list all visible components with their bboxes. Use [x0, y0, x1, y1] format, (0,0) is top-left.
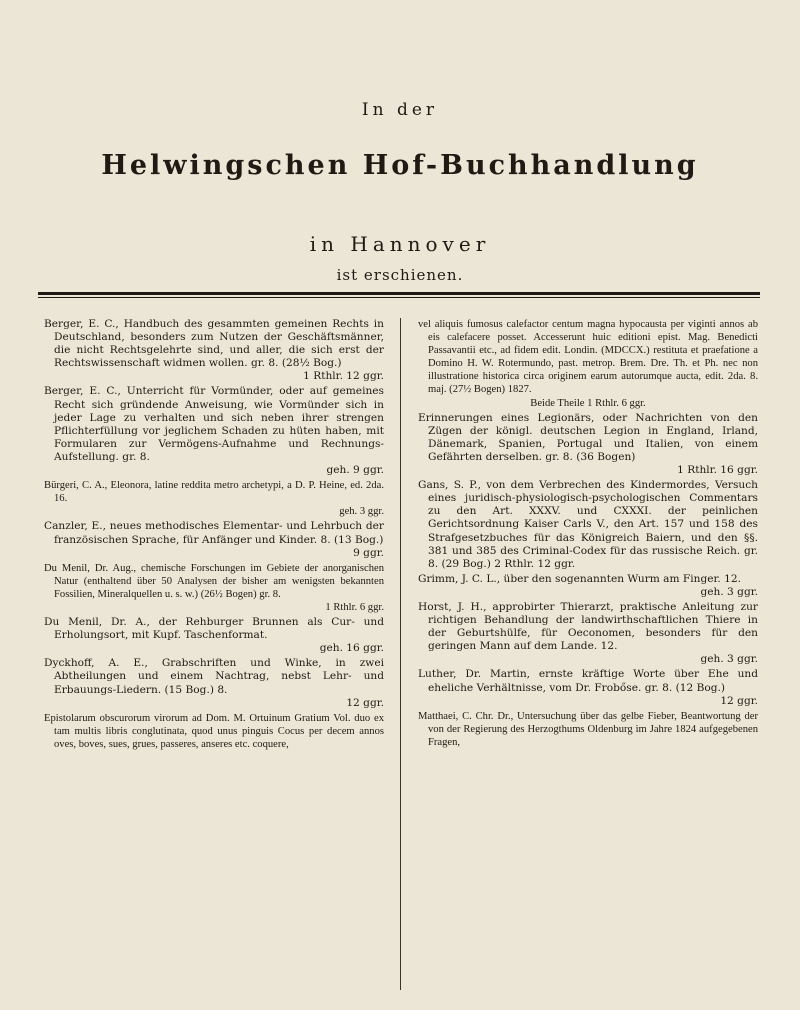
- entry-text: Luther, Dr. Martin, ernste kräftige Worte über Ehe und eheliche Verhältnisse, vom Dr. Frobőse. gr. 8. (12 Bog.): [418, 668, 758, 694]
- catalog-entry: [418, 668, 758, 707]
- entry-text: Berger, E. C., Unterricht für Vormünder, oder auf gemeines Recht sich gründende Anweisung, wie Vormünder sich in jeder Lage zu verhalten und sich neben ihrer strengen Pflichterfüllung vor jeglichem Schaden zu hüten haben, mit Formularen zur Vermögens-Aufnahme und Rechnungs-Aufstellung. gr. 8.: [44, 385, 384, 463]
- entry-price: 1 Rthlr. 16 ggr.: [677, 464, 758, 477]
- left-column: [44, 318, 384, 753]
- entry-text: Horst, J. H., approbirter Thierarzt, praktische Anleitung zur richtigen Behandlung der landwirthschaftlichen Thiere in der Geburtshülfe, für Oeconomen, besonders für den geringen Mann auf dem Lande. 12.: [418, 600, 758, 653]
- header-rule-thick: [38, 292, 760, 295]
- entry-text: Erinnerungen eines Legionärs, oder Nachrichten von den Zügen der königl. deutschen Legion in England, Irland, Dänemark, Spanien, Portugal und Italien, von einem Gefährten derselben. gr. 8. (36 Bogen): [418, 411, 758, 463]
- entry-text: Bürgeri, C. A., Eleonora, latine reddita metro archetypi, a D. P. Heine, ed. 2da. 16.: [44, 480, 384, 505]
- catalog-entry: [418, 479, 758, 571]
- catalog-entry: [418, 601, 758, 666]
- entry-price: geh. 3 ggr.: [700, 585, 758, 598]
- entry-price: Beide Theile 1 Rthlr. 6 ggr.: [530, 397, 646, 409]
- entry-price: 12 ggr.: [720, 694, 758, 707]
- catalog-entry: [418, 573, 758, 599]
- entry-price: geh. 3 ggr.: [339, 506, 384, 518]
- entry-text: Grimm, J. C. L., über den sogenannten Wurm am Finger. 12.: [418, 572, 741, 585]
- right-column: [418, 318, 758, 751]
- entry-price: 1 Rthlr. 6 ggr.: [325, 601, 384, 613]
- entry-text: Dyckhoff, A. E., Grabschriften und Winke, in zwei Abtheilungen und einem Nachtrag, nebst Lehr- und Erbauungs-Liedern. (15 Bog.) 8.: [44, 657, 384, 696]
- entry-text: Epistolarum obscurorum virorum ad Dom. M. Ortuinum Gratium Vol. duo ex tam multis libris conglutinata, quod unus pinguis Cocus per decem annos oves, boves, sues, grues, passeres, anseres etc. coquere,: [44, 712, 384, 750]
- catalog-entry: [44, 479, 384, 518]
- catalog-entry: [418, 318, 758, 410]
- entry-text: vel aliquis fumosus calefactor centum magna hypocausta per viginti annos ab eis calefacere posset. Accesserunt huic editioni epist. Mag. Benedicti Passavantii etc., ad fidem edit. Londin. (MDCCX.) restituta et praefatione a Domino H. W. Rotermundo, past. metrop. Brem. Dre. Th. et Ph. nec non illustratione historica circa originem earum autorumque aucta, edit. 2da. 8. maj. (27½ Bogen) 1827.: [418, 319, 758, 396]
- catalog-entry: [418, 710, 758, 749]
- entry-price: geh. 3 ggr.: [700, 653, 758, 666]
- catalog-entry: [44, 318, 384, 383]
- catalog-entry: [44, 657, 384, 709]
- entry-price: 1 Rthlr. 12 ggr.: [303, 370, 384, 383]
- header-intro: In der: [361, 100, 439, 120]
- entry-price: 9 ggr.: [353, 546, 384, 559]
- catalog-entry: [418, 412, 758, 477]
- entry-price: geh. 9 ggr.: [326, 464, 384, 477]
- published-note: ist erschienen.: [336, 266, 464, 284]
- entry-text: Du Menil, Dr. Aug., chemische Forschungen im Gebiete der anorganischen Natur (enthaltend über 50 Analysen der bisher am wenigsten bekannten Fossilien, Mineralquellen u. s. w.) (26½ Bogen) gr. 8.: [44, 562, 384, 600]
- entry-price: 12 ggr.: [346, 696, 384, 709]
- catalog-entry: [44, 562, 384, 614]
- publisher-city: in Hannover: [309, 232, 491, 256]
- column-divider: [400, 318, 401, 990]
- entry-text: Gans, S. P., von dem Verbrechen des Kindermordes, Versuch eines juridisch-physiologisch-psychologischen Commentars zu den Art. XXXV. und CXXXI. der peinlichen Gerichtsordnung Kaiser Carls V., den Art. 157 und 158 des Strafgesetzbuches für das Königreich Baiern, und den §§. 381 und 385 des Criminal-Codex für das russische Reich. gr. 8. (29 Bog.) 2 Rthlr. 12 ggr.: [418, 479, 758, 570]
- catalog-entry: [44, 520, 384, 559]
- entry-text: Canzler, E., neues methodisches Elementar- und Lehrbuch der französischen Sprache, für Anfänger und Kinder. 8. (13 Bog.): [44, 520, 384, 546]
- catalog-entry: [44, 616, 384, 655]
- entry-text: Matthaei, C. Chr. Dr., Untersuchung über das gelbe Fieber, Beantwortung der von der Regierung des Herzogthums Oldenburg im Jahre 1824 aufgegebenen Fragen,: [418, 710, 758, 748]
- entry-price: geh. 16 ggr.: [319, 642, 384, 655]
- publisher-name: Helwingschen Hof-Buchhandlung: [101, 150, 699, 181]
- header-rule-thin: [38, 297, 760, 298]
- catalog-entry: [44, 385, 384, 477]
- entry-text: Berger, E. C., Handbuch des gesammten gemeinen Rechts in Deutschland, besonders zum Nutzen der Geschäftsmänner, die nicht Rechtsgelehrte sind, und aller, die sich erst der Rechtswissenschaft widmen wollen. gr. 8. (28½ Bog.): [44, 318, 384, 370]
- catalog-entry: [44, 712, 384, 751]
- entry-text: Du Menil, Dr. A., der Rehburger Brunnen als Cur- und Erholungsort, mit Kupf. Taschenformat.: [44, 616, 384, 642]
